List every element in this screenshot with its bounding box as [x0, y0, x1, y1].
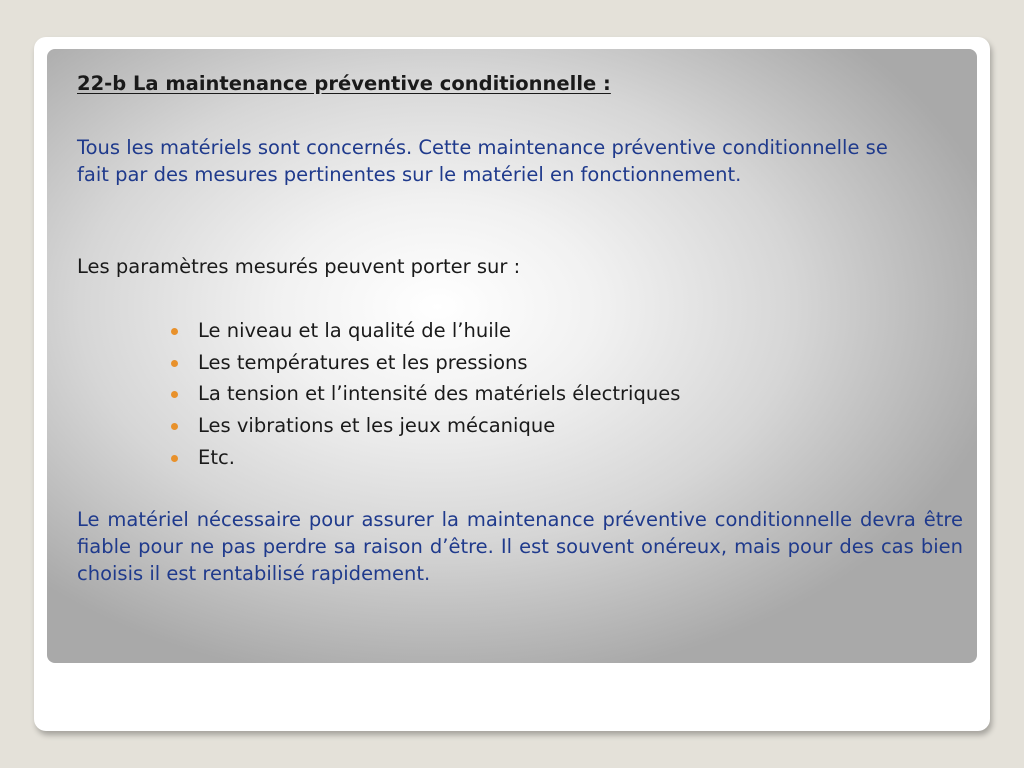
- intro-paragraph: Tous les matériels sont concernés. Cette maintenance préventive conditionnelle se fait par des mesures pertinentes sur le matériel en fonctionnement.: [77, 136, 888, 186]
- bullet-item: [171, 347, 680, 379]
- orange-dot-icon: [171, 423, 178, 430]
- bullet-item: [171, 410, 680, 442]
- orange-dot-icon: [171, 391, 178, 398]
- bullet-text: Les températures et les pressions: [198, 350, 528, 374]
- bullet-text: La tension et l’intensité des matériels électriques: [198, 382, 681, 406]
- bullet-text: Les vibrations et les jeux mécanique: [198, 414, 556, 438]
- bullet-text: Le niveau et la qualité de l’huile: [198, 319, 512, 342]
- slide-title: 22-b La maintenance préventive conditionnelle :: [77, 72, 611, 95]
- bullet-item: [171, 378, 680, 410]
- slide-frame: [34, 37, 990, 731]
- orange-dot-icon: [171, 328, 178, 335]
- bullet-text: Etc.: [198, 445, 235, 469]
- bullet-item: [171, 315, 680, 347]
- orange-dot-icon: [171, 455, 178, 462]
- bullet-list: [171, 315, 680, 473]
- orange-dot-icon: [171, 360, 178, 367]
- closing-paragraph: Le matériel nécessaire pour assurer la maintenance préventive conditionnelle devra être fiable pour ne pas perdre sa raison d’être. Il est souvent onéreux, mais pour des cas bien choisis il est rentabilisé rapidement.: [77, 508, 963, 585]
- parameters-label: Les paramètres mesurés peuvent porter sur :: [77, 255, 521, 278]
- content-panel: [47, 49, 977, 663]
- bullet-item: [171, 442, 680, 474]
